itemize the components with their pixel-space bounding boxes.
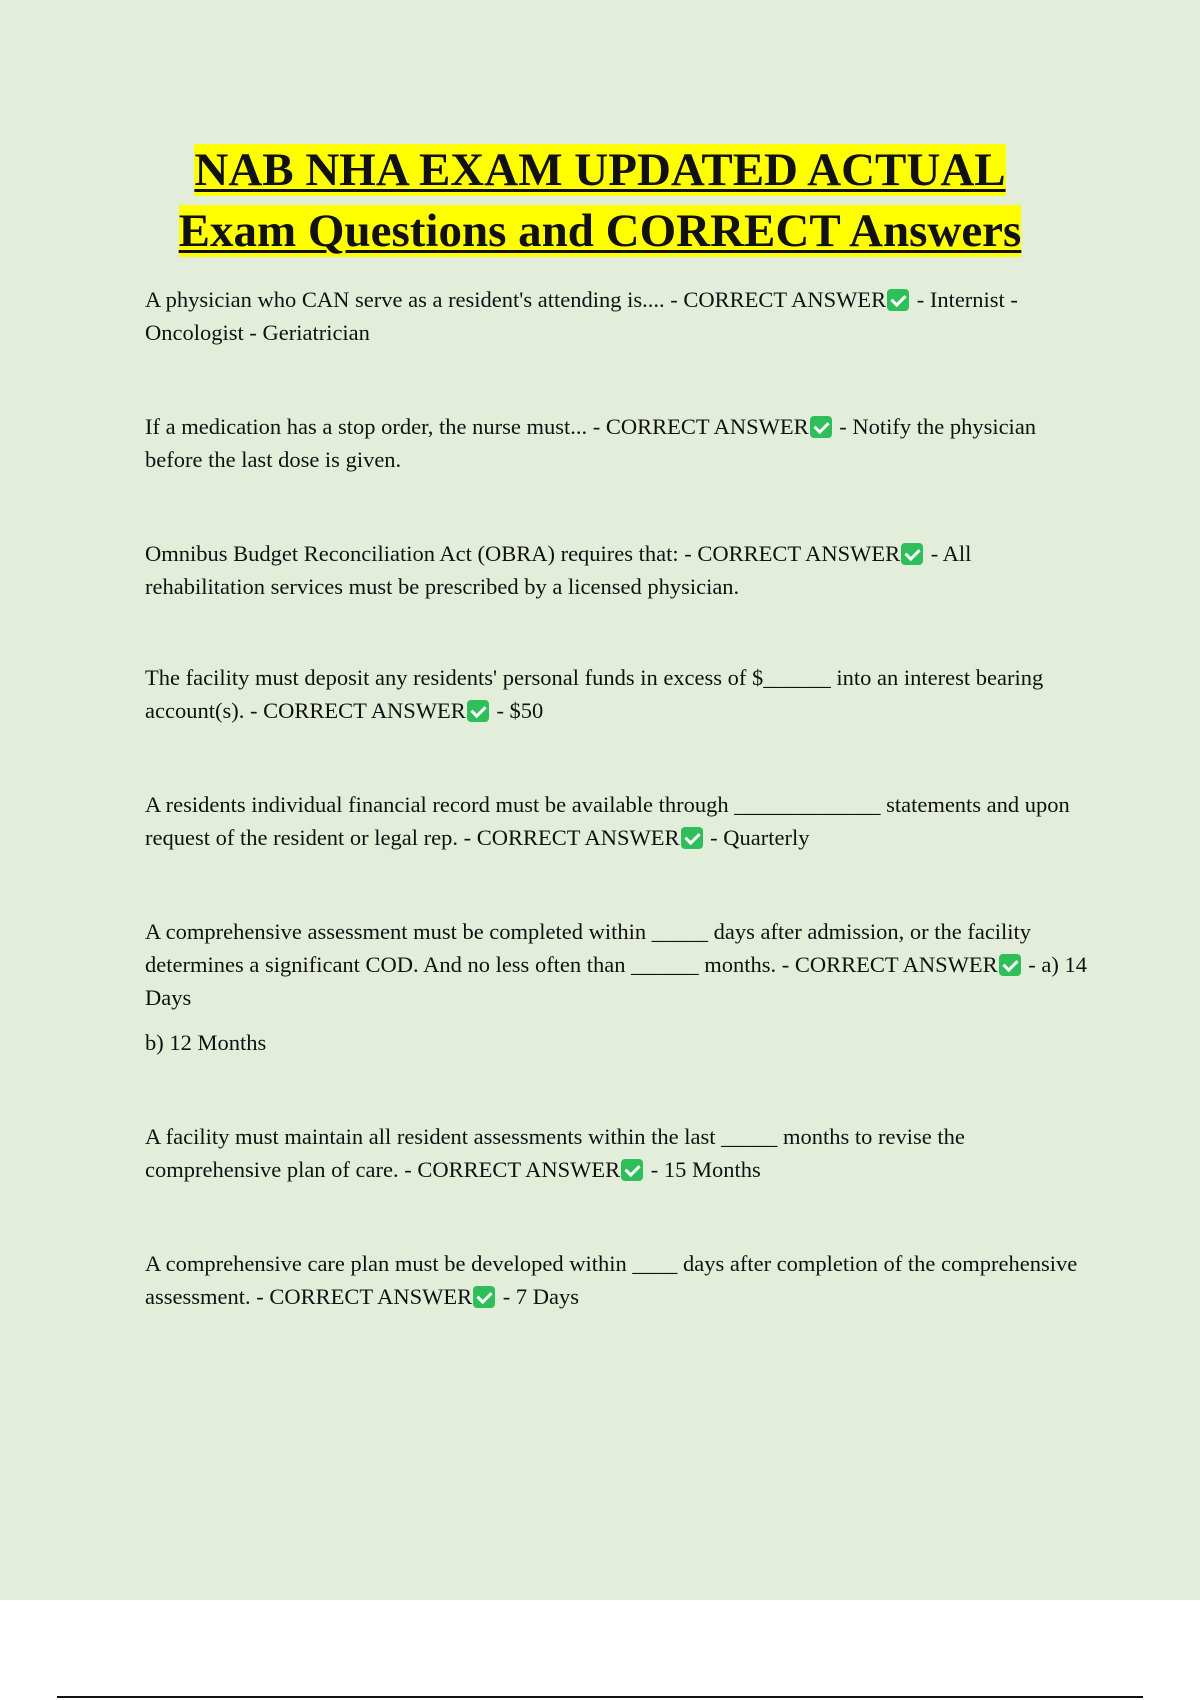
answer-text: - All rehabilitation services must be prescribed by a licensed physician. bbox=[145, 541, 972, 599]
check-box-icon bbox=[621, 1159, 643, 1181]
qa-item-6 bbox=[145, 915, 1090, 1059]
check-box-icon bbox=[810, 416, 832, 438]
answer-text: - $50 bbox=[490, 698, 544, 723]
question-text: A residents individual financial record must be available through _____________ statements and upon request of the resident or legal rep. - CORRECT ANSWER bbox=[145, 792, 1070, 850]
answer-text: - Internist - Oncologist - Geriatrician bbox=[145, 287, 1018, 345]
question-text: A comprehensive care plan must be developed within ____ days after completion of the comprehensive assessment. - CORRECT ANSWER bbox=[145, 1251, 1078, 1309]
qa-item-3 bbox=[145, 537, 1090, 603]
answer-text: - Quarterly bbox=[704, 825, 810, 850]
check-box-icon bbox=[887, 289, 909, 311]
check-box-icon bbox=[467, 700, 489, 722]
question-text: Omnibus Budget Reconciliation Act (OBRA) requires that: - CORRECT ANSWER bbox=[145, 541, 901, 566]
title-line-2: Exam Questions and CORRECT Answers bbox=[178, 205, 1022, 257]
check-box-icon bbox=[999, 954, 1021, 976]
answer-text: - 15 Months bbox=[645, 1157, 761, 1182]
question-text: The facility must deposit any residents' personal funds in excess of $______ into an interest bearing account(s). - CORRECT ANSWER bbox=[145, 665, 1044, 723]
question-text: If a medication has a stop order, the nurse must... - CORRECT ANSWER bbox=[145, 414, 809, 439]
check-box-icon bbox=[473, 1286, 495, 1308]
qa-item-1 bbox=[145, 283, 1090, 349]
page-title bbox=[0, 140, 1200, 262]
footer-divider bbox=[57, 1696, 1143, 1698]
answer-text: - a) 14 Days bbox=[145, 952, 1088, 1010]
title-line-1: NAB NHA EXAM UPDATED ACTUAL bbox=[194, 144, 1006, 196]
question-text: A facility must maintain all resident assessments within the last _____ months to revise the comprehensive plan of care. - CORRECT ANSWER bbox=[145, 1124, 965, 1182]
check-box-icon bbox=[681, 827, 703, 849]
answer-text: - 7 Days bbox=[497, 1284, 579, 1309]
question-text: A comprehensive assessment must be completed within _____ days after admission, or the facility determines a significant COD. And no less often than ______ months. - CORRECT ANSWER bbox=[145, 919, 1032, 977]
check-box-icon bbox=[901, 543, 923, 565]
answer-extra-text: b) 12 Months bbox=[145, 1030, 267, 1055]
qa-item-2 bbox=[145, 410, 1090, 476]
qa-item-7 bbox=[145, 1120, 1090, 1186]
answer-text: - Notify the physician before the last dose is given. bbox=[145, 414, 1037, 472]
question-text: A physician who CAN serve as a resident's attending is.... - CORRECT ANSWER bbox=[145, 287, 887, 312]
qa-item-8 bbox=[145, 1247, 1090, 1313]
qa-item-5 bbox=[145, 788, 1090, 854]
qa-item-4 bbox=[145, 661, 1090, 727]
